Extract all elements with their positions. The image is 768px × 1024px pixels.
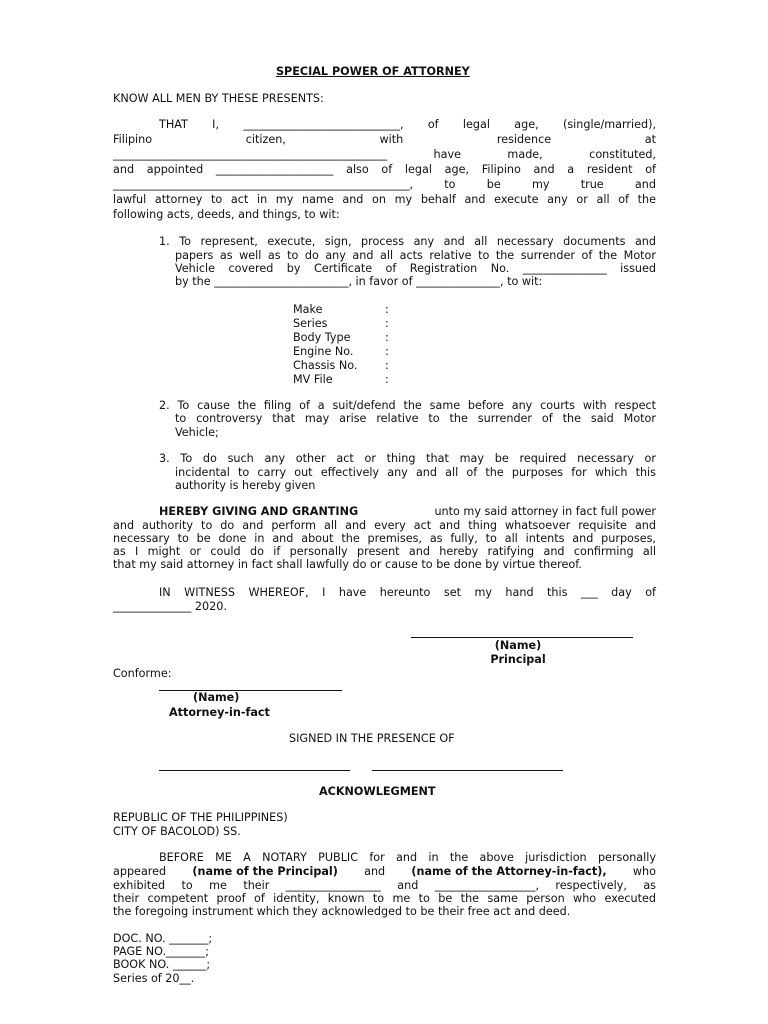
witness-line-1: IN WITNESS WHEREOF, I have hereunto set my hand this ___ day of <box>159 586 656 599</box>
witness-line-2: ______________ 2020. <box>113 600 227 613</box>
series-of: Series of 20__. <box>113 972 195 985</box>
principal-signature-line <box>411 637 633 638</box>
ack-line-4: their competent proof of identity, known to me to be the same person who executed <box>113 892 656 905</box>
field-sep-engine-no: : <box>385 345 389 358</box>
signed-presence-label: SIGNED IN THE PRESENCE OF <box>289 732 455 745</box>
p1-line-6: lawful attorney to act in my name and on my behalf and execute any or all of the <box>113 193 656 206</box>
field-sep-mv-file: : <box>385 373 389 386</box>
item2-line-2: to controversy that may arise relative to the surrender of the said Motor <box>175 412 656 425</box>
granting-bold-phrase: HEREBY GIVING AND GRANTING <box>159 505 359 518</box>
witness-signature-line-2 <box>372 770 563 771</box>
item1-line-4: by the ________________________, in favor of _______________, to wit: <box>175 275 543 288</box>
item2-line-3: Vehicle; <box>175 426 219 439</box>
item1-line-2: papers as well as to do any and all acts relative to the surrender of the Motor <box>175 249 656 262</box>
p1-line-7: following acts, deeds, and things, to wit: <box>113 208 340 221</box>
book-no: BOOK NO. ______; <box>113 958 211 971</box>
field-label-engine-no: Engine No. <box>293 345 354 358</box>
field-sep-make: : <box>385 303 389 316</box>
ack-line-3: exhibited to me their _________________ and __________________, respectively, as <box>113 879 656 892</box>
granting-line-2: and authority to do and perform all and every act and thing whatsoever requisite and <box>113 519 656 532</box>
venue-line-2: CITY OF BACOLOD) SS. <box>113 825 241 838</box>
item3-line-3: authority is hereby given <box>175 479 316 492</box>
ack-who: who <box>629 865 656 878</box>
doc-no: DOC. NO. _______; <box>113 932 213 945</box>
item2-line-1: 2. To cause the filing of a suit/defend the same before any courts with respect <box>159 399 656 412</box>
ack-line-5: the foregoing instrument which they acknowledged to be their free act and deed. <box>113 905 571 918</box>
ack-line-2 <box>113 865 656 879</box>
granting-line-1 <box>159 505 656 519</box>
granting-line-5: that my said attorney in fact shall lawfully do or cause to be done by virtue thereof. <box>113 558 582 571</box>
item1-line-3: Vehicle covered by Certificate of Registration No. _______________ issued <box>175 262 656 275</box>
p1-line-2: Filipino citizen, with residence at <box>113 133 656 146</box>
field-sep-series: : <box>385 317 389 330</box>
conforme-label: Conforme: <box>113 667 172 680</box>
field-label-chassis-no: Chassis No. <box>293 359 358 372</box>
ack-attorney-name: (name of the Attorney-in-fact), <box>411 865 607 878</box>
field-label-series: Series <box>293 317 328 330</box>
page-no: PAGE NO._______; <box>113 945 209 958</box>
granting-line-4: as I might or could do if personally present and hereby ratifying and confirming all <box>113 545 656 558</box>
document-title: SPECIAL POWER OF ATTORNEY <box>276 65 470 78</box>
field-sep-chassis-no: : <box>385 359 389 372</box>
field-sep-body-type: : <box>385 331 389 344</box>
ack-and: and <box>360 865 389 878</box>
venue-line-1: REPUBLIC OF THE PHILIPPINES) <box>113 811 288 824</box>
witness-signature-line-1 <box>159 770 350 771</box>
ack-line-1: BEFORE ME A NOTARY PUBLIC for and in the above jurisdiction personally <box>159 851 656 864</box>
granting-line-3: necessary to be done in and about the premises, as fully, to all intents and purposes, <box>113 532 656 545</box>
principal-role: Principal <box>490 653 546 666</box>
opening-line: KNOW ALL MEN BY THESE PRESENTS: <box>113 92 324 105</box>
attorney-role: Attorney-in-fact <box>169 706 270 719</box>
p1-line-1: THAT I, ____________________________, of legal age, (single/married), <box>159 118 656 131</box>
ack-appeared: appeared <box>113 865 170 878</box>
item3-line-1: 3. To do such any other act or thing that may be required necessary or <box>159 452 656 465</box>
field-label-make: Make <box>293 303 323 316</box>
field-label-body-type: Body Type <box>293 331 351 344</box>
p1-line-5: _____________________________________________________, to be my true and <box>113 178 656 191</box>
p1-line-3: _________________________________________________ have made, constituted, <box>113 148 656 161</box>
principal-name: (Name) <box>494 639 542 652</box>
item1-line-1: 1. To represent, execute, sign, process any and all necessary documents and <box>159 235 656 248</box>
granting-line-1-rest: unto my said attorney in fact full power <box>430 505 656 518</box>
attorney-name: (Name) <box>193 691 240 704</box>
ack-principal-name: (name of the Principal) <box>192 865 338 878</box>
attorney-signature-line <box>159 690 342 691</box>
item3-line-2: incidental to carry out effectively any and all of the purposes for which this <box>175 466 656 479</box>
p1-line-4: and appointed _____________________ also of legal age, Filipino and a resident of <box>113 163 656 176</box>
acknowledgment-title: ACKNOWLEGMENT <box>319 785 436 798</box>
field-label-mv-file: MV File <box>293 373 333 386</box>
